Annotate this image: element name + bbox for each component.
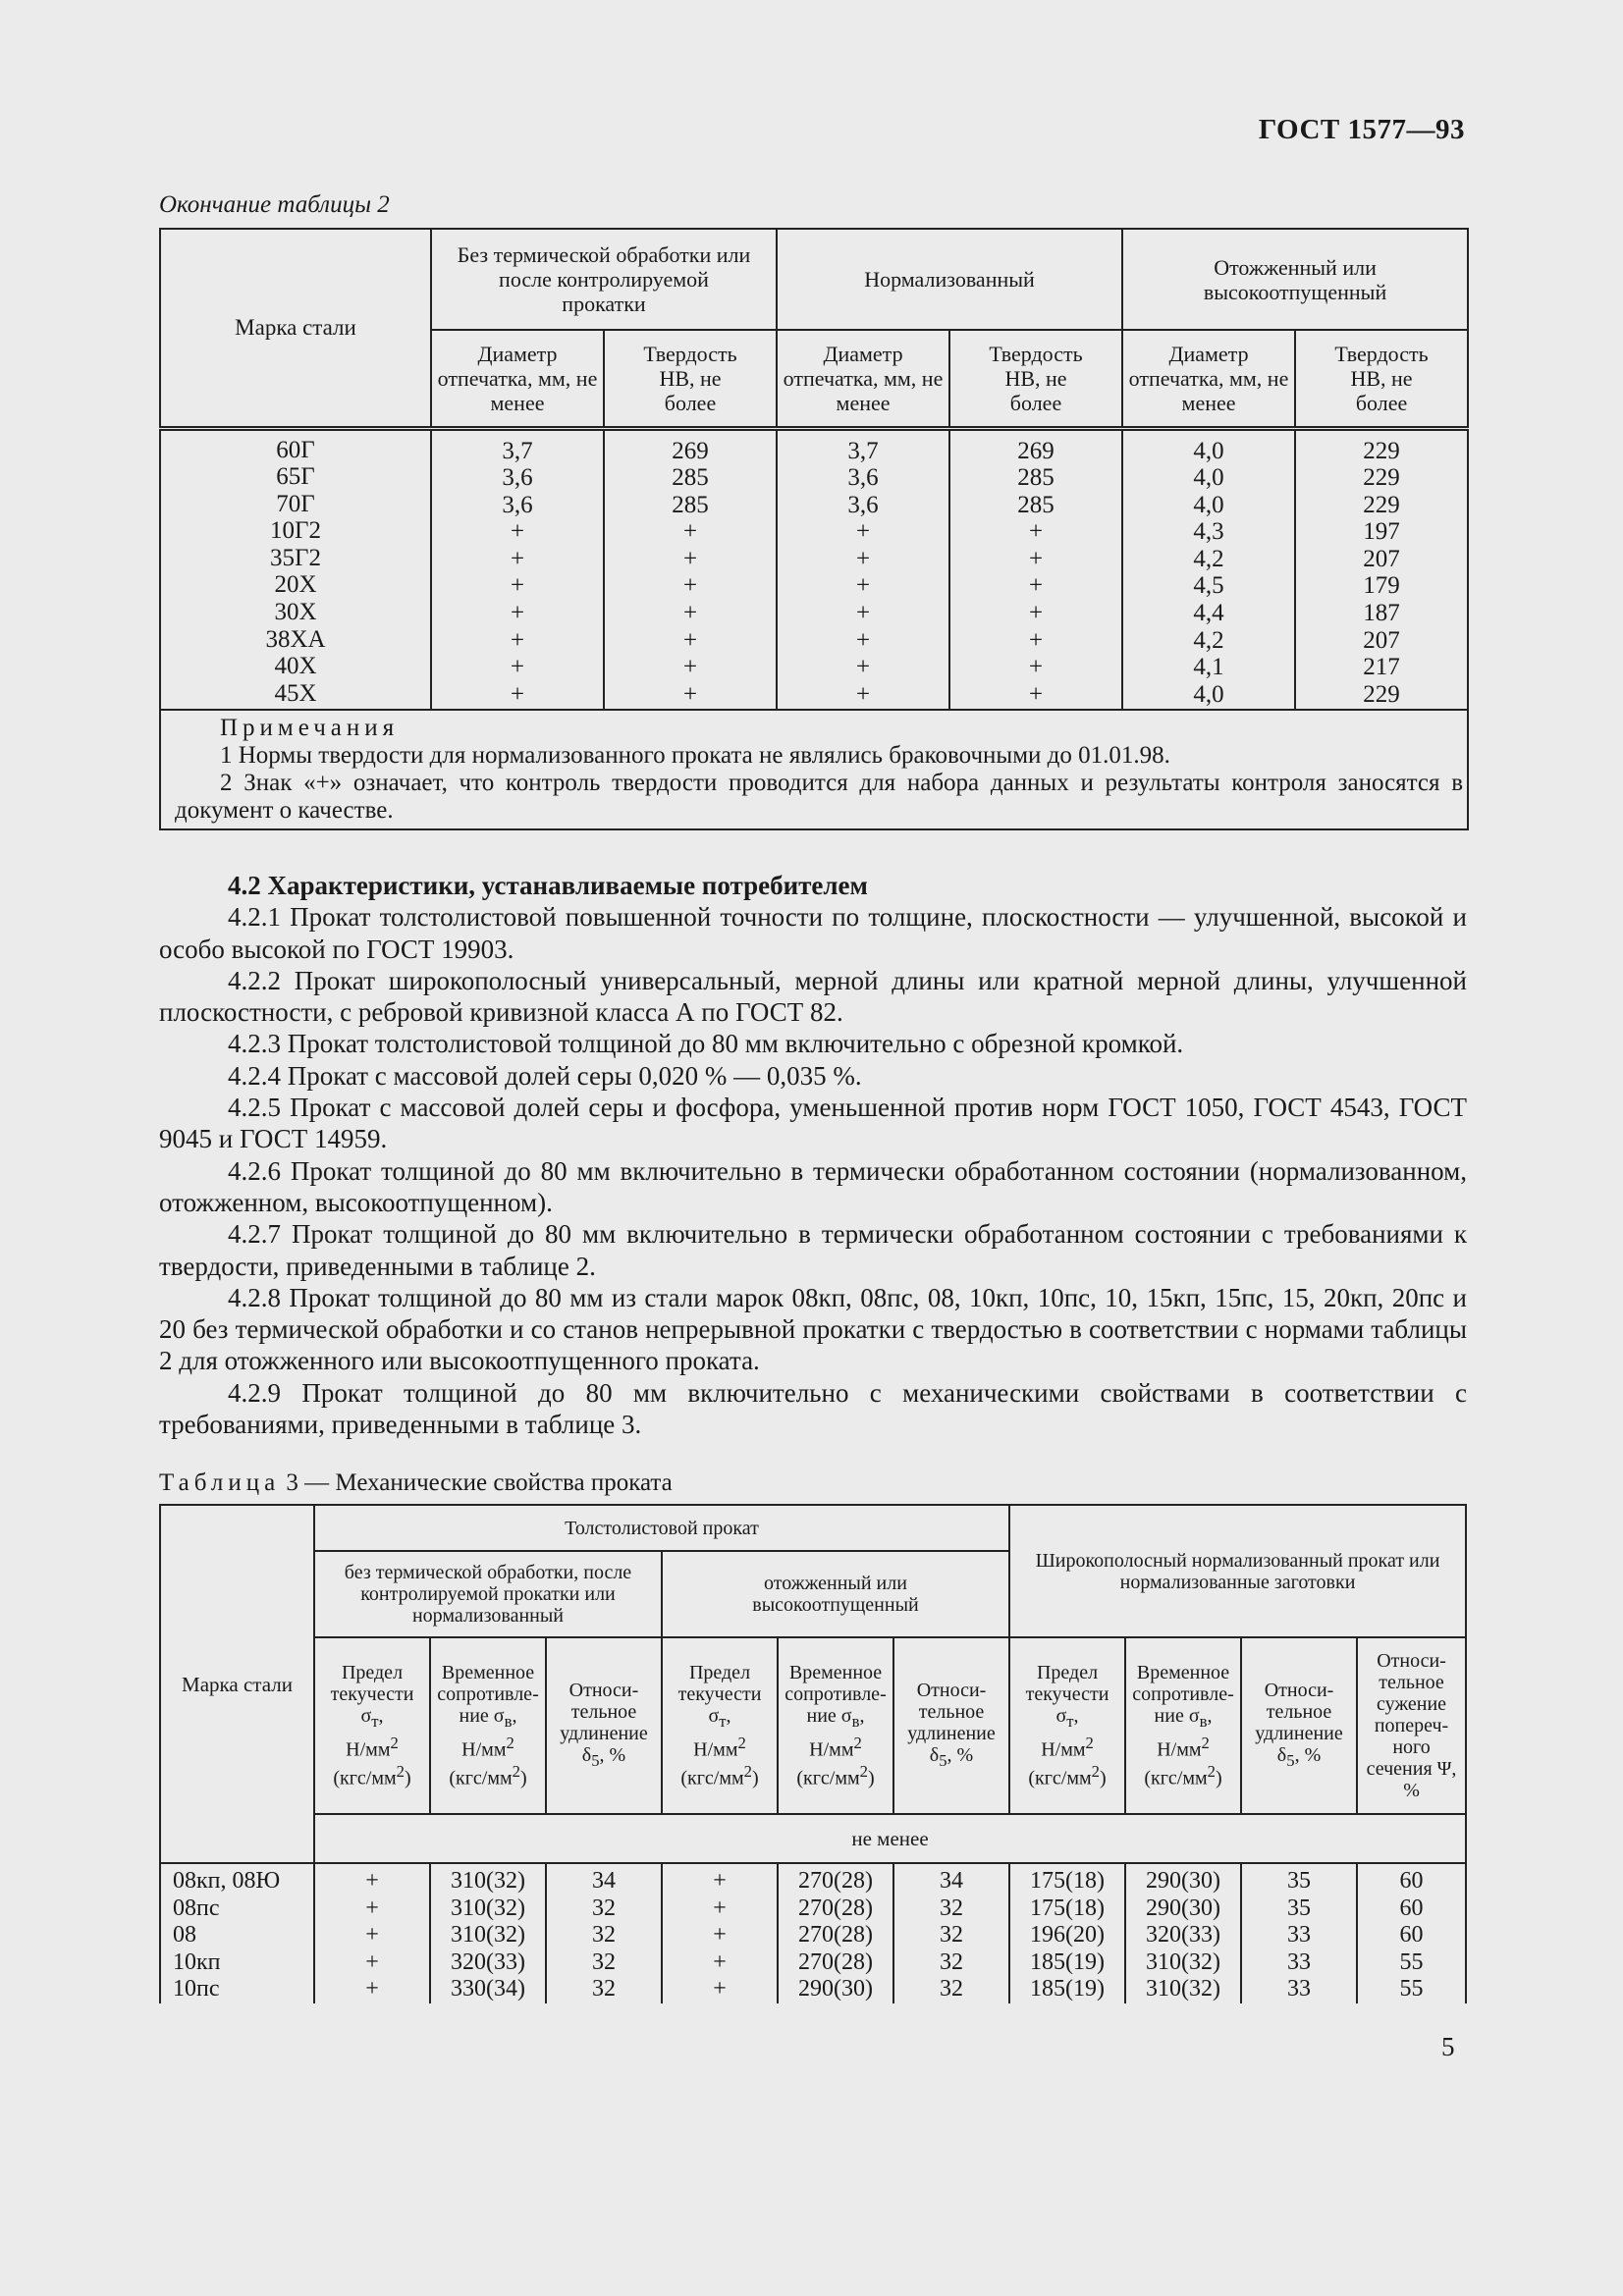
cell-value: 217 [1363,654,1400,681]
cell-value: 3,7 [502,437,533,464]
header-yield-symbol: σ [708,1705,720,1728]
subheader-diameter: Диаметр отпечатка, мм, не менее [431,330,604,428]
cell-value: 207 [1363,545,1400,572]
cell-value: + [682,654,698,681]
header-elongation-subscript: 5 [1286,1751,1295,1770]
cell-value: 290(30) [798,1976,873,2002]
hardness-table [159,228,1469,830]
cell-value: + [855,572,871,600]
paragraph: 4.2.8 Прокат толщиной до 80 мм из стали марок 08кп, 08пс, 08, 10кп, 10пс, 10, 15кп, 15пс, 15, 20кп, 20пс и 20 без термической обработки и со станов непрерывной прокатки с твердостью в соответствии с нормами таблицы 2 для отожженного или высокоотпущенного проката. [159,1282,1467,1376]
cell-value: + [682,600,698,627]
cell-value: 4,3 [1193,518,1224,546]
cell-value: 3,6 [502,464,533,492]
header-plate: Толстолистовой прокат [314,1505,1009,1551]
cell-value: 4,2 [1193,626,1224,654]
header-wide-strip: Широкополосный нормализованный прокат или нормализованные заготовки [1009,1505,1466,1637]
cell-value: 4,0 [1193,437,1224,464]
steel-grade: 10пс [173,1976,220,2002]
header-steel-grade: Марка стали [160,229,431,428]
cell-value: + [682,518,698,546]
cell-value: 55 [1399,1976,1424,2002]
cell-value: 34 [940,1868,963,1894]
cell-value: 33 [1287,1976,1312,2002]
cell-value: 35 [1287,1868,1312,1894]
column-values [430,1863,546,2003]
cell-value: 60 [1399,1922,1424,1948]
cell-value: + [713,1868,727,1894]
cell-value: 4,0 [1193,491,1224,518]
cell-value: 60 [1399,1895,1424,1921]
cell-value: 229 [1363,680,1400,708]
header-units: Н/мм [1041,1739,1086,1761]
paragraph: 4.2.6 Прокат толщиной до 80 мм включительно в термически обработанном состоянии (нормализованном, отожженном, высокоотпущенном). [159,1155,1467,1217]
column-values [546,1863,662,2003]
header-yield-subscript: т [719,1712,727,1732]
cell-value: + [365,1895,379,1921]
cell-value: 4,4 [1193,600,1224,627]
cell-value: 310(32) [451,1922,525,1948]
steel-grade: 45Х [274,679,317,707]
cell-value: 207 [1363,626,1400,654]
header-elongation-label: Относительное удлинение [907,1680,996,1744]
column-values [431,428,604,710]
cell-value: 32 [592,1976,616,2002]
cell-value: + [510,545,525,572]
header-annealed: Отожженный или высокоотпущенный [1122,229,1468,330]
column-values [662,1863,778,2003]
header-units-alt: (кгс/мм [1028,1767,1092,1789]
cell-value: 32 [592,1895,616,1921]
cell-value: 32 [940,1895,963,1921]
column-values [777,428,949,710]
header-units: Н/мм [1157,1739,1202,1761]
subheader-diameter: Диаметр отпечатка, мм, не менее [1122,330,1295,428]
header-yield-symbol: σ [1055,1705,1067,1728]
steel-grade: 70Г [276,490,315,517]
table-notes [160,710,1468,829]
header-yield-label: Предел текучести [1025,1662,1109,1706]
table-row-cell [160,428,431,710]
column-values [1357,1863,1466,2003]
cell-value: 4,0 [1193,680,1224,708]
cell-value: 269 [1017,437,1055,464]
cell-value: 229 [1363,464,1400,492]
cell-value: + [682,680,698,708]
header-normalized: Нормализованный [777,229,1122,330]
header-units-alt: (кгс/мм [1144,1767,1208,1789]
header-units-alt: (кгс/мм [333,1767,397,1789]
steel-grade-column [160,1863,314,2003]
column-values [1241,1863,1357,2003]
cell-value: + [1028,518,1044,546]
paragraph: 4.2.9 Прокат толщиной до 80 мм включительно с механическими свойствами в соответствии с требованиями, приведенными в таблице 3. [159,1377,1467,1440]
cell-value: + [510,654,525,681]
cell-value: 270(28) [798,1922,873,1948]
cell-value: 4,2 [1193,545,1224,572]
cell-value: + [682,626,698,654]
cell-value: 32 [592,1949,616,1975]
notes-title: Примечания [220,715,400,742]
header-units: Н/мм [809,1739,854,1761]
cell-value: 320(33) [451,1949,525,1975]
cell-value: 179 [1363,572,1400,600]
cell-value: 290(30) [1146,1895,1220,1921]
header-steel-grade: Марка стали [160,1505,314,1863]
cell-value: 290(30) [1146,1868,1220,1894]
header-tensile: Временное сопротивление $\sigma_в$, $Н/мм^2$ $(кгс/мм^2)$ [778,1637,893,1814]
steel-grade: 10Г2 [270,517,321,545]
header-elongation-subscript: 5 [591,1751,600,1770]
cell-value: + [1028,654,1044,681]
cell-value: + [1028,626,1044,654]
header-yield-symbol: σ [360,1705,372,1728]
column-values [1295,428,1468,710]
cell-value: + [365,1868,379,1894]
cell-value: + [510,680,525,708]
cell-value: 310(32) [1146,1976,1220,2002]
cell-value: 60 [1399,1868,1424,1894]
cell-value: 330(34) [451,1976,525,2002]
header-yield-subscript: т [371,1712,379,1732]
header-units: Н/мм [461,1739,507,1761]
cell-value: + [1028,545,1044,572]
cell-value: 270(28) [798,1895,873,1921]
header-plate-annealed: отожженный или высокоотпущенный [662,1551,1009,1637]
header-yield: Предел текучести $\sigma_т$, $Н/мм^2$ $(кгс/мм^2)$ [314,1637,430,1814]
cell-value: 196(20) [1030,1922,1105,1948]
header-tensile-label: Временное сопротивление σ [437,1662,539,1728]
steel-grade: 08 [173,1922,196,1948]
header-yield-label: Предел текучести [677,1662,762,1706]
cell-value: 310(32) [1146,1949,1220,1975]
header-no-treatment: Без термической обработки или после контролируемой прокатки [431,229,777,330]
column-values [893,1863,1009,2003]
cell-value: 229 [1363,437,1400,464]
cell-value: 310(32) [451,1868,525,1894]
header-units-alt: (кгс/мм [449,1767,513,1789]
cell-value: + [713,1976,727,2002]
cell-value: 3,6 [847,491,879,518]
header-percent: , % [599,1744,626,1766]
header-elongation [893,1637,1009,1814]
cell-value: 229 [1363,491,1400,518]
cell-value: 320(33) [1146,1922,1220,1948]
cell-value: 175(18) [1030,1895,1105,1921]
header-tensile-subscript: в [851,1712,860,1732]
header-elongation-symbol: δ [581,1744,592,1766]
header-minimum: не менее [314,1814,1466,1863]
header-elongation [546,1637,662,1814]
cell-value: 4,0 [1193,464,1224,492]
cell-value: 285 [672,491,709,518]
cell-value: + [1028,600,1044,627]
cell-value: + [855,545,871,572]
header-plate-untreated: без термической обработки, после контролируемой прокатки или нормализованный [314,1551,662,1637]
cell-value: 270(28) [798,1868,873,1894]
cell-value: + [1028,680,1044,708]
header-units: Н/мм [693,1739,738,1761]
steel-grade: 60Г [276,436,315,463]
cell-value: + [510,600,525,627]
page-number: 5 [1441,2032,1455,2061]
cell-value: + [510,626,525,654]
table3-caption-title: 3 — Механические свойства проката [286,1469,673,1496]
header-yield: Предел текучести $\sigma_т$, $Н/мм^2$ $(кгс/мм^2)$ [662,1637,778,1814]
cell-value: + [365,1922,379,1948]
cell-value: + [510,572,525,600]
cell-value: 3,6 [847,464,879,492]
steel-grade: 38ХА [265,625,326,653]
cell-value: 35 [1287,1895,1312,1921]
steel-grade: 40Х [274,653,317,680]
header-yield-subscript: т [1066,1712,1074,1732]
steel-grade: 10кп [173,1949,221,1975]
subheader-diameter: Диаметр отпечатка, мм, не менее [777,330,949,428]
column-values [1009,1863,1125,2003]
cell-value: 34 [592,1868,616,1894]
cell-value: 285 [1017,491,1055,518]
cell-value: 285 [1017,464,1055,492]
header-elongation-subscript: 5 [939,1751,947,1770]
cell-value: 32 [940,1976,963,2002]
cell-value: + [682,545,698,572]
header-yield-label: Предел текучести [330,1662,414,1706]
steel-grade: 08пс [173,1895,220,1921]
paragraph: 4.2.1 Прокат толстолистовой повышенной точности по толщине, плоскостности — улучшенной, высокой и особо высокой по ГОСТ 19903. [159,902,1467,964]
paragraph: 4.2.5 Прокат с массовой долей серы и фосфора, уменьшенной против норм ГОСТ 1050, ГОСТ 4543, ГОСТ 9045 и ГОСТ 14959. [159,1093,1467,1154]
header-tensile-label: Временное сопротивление σ [1132,1662,1234,1728]
note-1: 1 Нормы твердости для нормализованного проката не являлись браковочными до 01.01.98. [220,742,1170,770]
header-percent: , % [1294,1744,1322,1766]
subheader-hardness: Твердость НВ, не более [949,330,1122,428]
cell-value: 175(18) [1030,1868,1105,1894]
cell-value: + [713,1922,727,1948]
steel-grade: 65Г [276,463,315,491]
cell-value: 3,7 [847,437,879,464]
cell-value: + [682,572,698,600]
header-units-alt: (кгс/мм [796,1767,860,1789]
cell-value: + [855,680,871,708]
cell-value: + [365,1976,379,2002]
column-values [949,428,1122,710]
cell-value: 310(32) [451,1895,525,1921]
header-tensile: Временное сопротивление $\sigma_в$, $Н/мм^2$ $(кгс/мм^2)$ [1125,1637,1241,1814]
cell-value: 197 [1363,518,1400,546]
paragraph: 4.2.2 Прокат широкополосный универсальный, мерной длины или кратной мерной длины, улучшенной плоскостности, с ребровой кривизной класса А по ГОСТ 82. [159,965,1467,1028]
header-tensile: Временное сопротивление $\sigma_в$, $Н/мм^2$ $(кгс/мм^2)$ [430,1637,546,1814]
table2-caption: Окончание таблицы 2 [159,191,390,218]
header-yield: Предел текучести $\sigma_т$, $Н/мм^2$ $(кгс/мм^2)$ [1009,1637,1125,1814]
steel-grade: 08кп, 08Ю [173,1868,281,1894]
steel-grade: 20Х [274,571,317,599]
cell-value: + [713,1895,727,1921]
cell-value: + [855,518,871,546]
cell-value: 33 [1287,1922,1312,1948]
column-values [1122,428,1295,710]
subheader-hardness: Твердость НВ, не более [604,330,777,428]
cell-value: 185(19) [1030,1976,1105,2002]
header-elongation-label: Относительное удлинение [560,1680,648,1744]
cell-value: 55 [1399,1949,1424,1975]
cell-value: 270(28) [798,1949,873,1975]
header-tensile-label: Временное сопротивление σ [784,1662,887,1728]
column-values [314,1863,430,2003]
subheader-hardness: Твердость НВ, не более [1295,330,1468,428]
mechanical-properties-table [159,1504,1467,2003]
header-elongation-label: Относительное удлинение [1255,1680,1343,1744]
header-elongation [1241,1637,1357,1814]
cell-value: + [365,1949,379,1975]
cell-value: + [855,654,871,681]
cell-value: 187 [1363,600,1400,627]
header-elongation-symbol: δ [1276,1744,1287,1766]
header-tensile-subscript: в [504,1712,513,1732]
header-reduction: Относительное сужение поперечного сечения Ψ, % [1357,1637,1466,1814]
note-2: 2 Знак «+» означает, что контроль твердости проводится для набора данных и результаты контроля заносятся в документ о качестве. [175,770,1464,825]
cell-value: + [1028,572,1044,600]
header-units: Н/мм [346,1739,391,1761]
steel-grade: 35Г2 [270,544,321,571]
section-heading: 4.2 Характеристики, устанавливаемые потребителем [228,871,868,900]
header-units-alt: (кгс/мм [680,1767,744,1789]
column-values [1125,1863,1241,2003]
cell-value: 285 [672,464,709,492]
header-elongation-symbol: δ [929,1744,940,1766]
cell-value: 4,5 [1193,572,1224,600]
cell-value: 33 [1287,1949,1312,1975]
paragraph: 4.2.3 Прокат толстолистовой толщиной до 80 мм включительно с обрезной кромкой. [228,1029,1184,1059]
paragraph: 4.2.7 Прокат толщиной до 80 мм включительно в термически обработанном состоянии с требованиями к твердости, приведенными в таблице 2. [159,1219,1467,1281]
cell-value: 32 [940,1922,963,1948]
cell-value: + [713,1949,727,1975]
section-4-2 [159,870,1467,1440]
cell-value: 4,1 [1193,654,1224,681]
cell-value: 32 [592,1922,616,1948]
steel-grade: 30Х [274,599,317,626]
table3-caption [159,1469,673,1497]
column-values [778,1863,893,2003]
header-tensile-subscript: в [1199,1712,1208,1732]
column-values [604,428,777,710]
cell-value: 32 [940,1949,963,1975]
header-percent: , % [947,1744,974,1766]
cell-value: 269 [672,437,709,464]
paragraph: 4.2.4 Прокат с массовой долей серы 0,020 % — 0,035 %. [228,1060,862,1091]
cell-value: + [855,626,871,654]
cell-value: 3,6 [502,491,533,518]
document-code: ГОСТ 1577—93 [1258,114,1465,145]
table3-caption-word: Таблица [159,1469,281,1496]
cell-value: + [510,518,525,546]
cell-value: 185(19) [1030,1949,1105,1975]
cell-value: + [855,600,871,627]
